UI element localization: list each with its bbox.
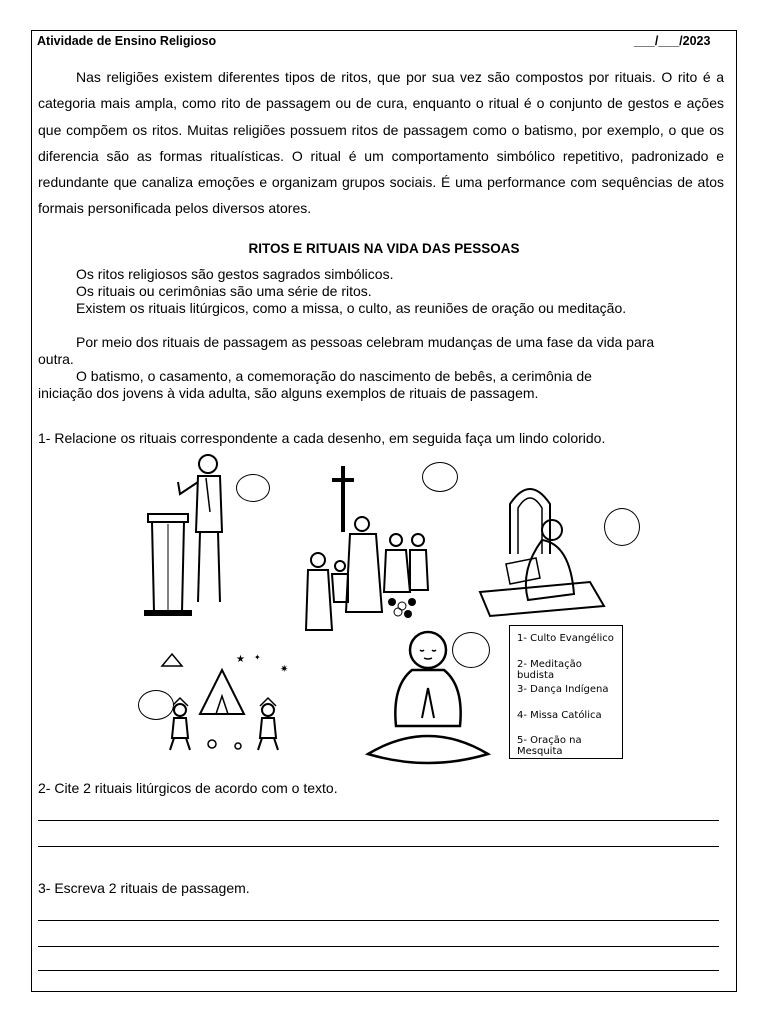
section-title: RITOS E RITUAIS NA VIDA DAS PESSOAS <box>248 241 520 256</box>
svg-text:✷: ✷ <box>280 664 289 675</box>
answer-bubble-1[interactable] <box>236 474 270 502</box>
answer-line-q3-3[interactable] <box>38 970 719 971</box>
legend-item-3: 3- Dança Indígena <box>517 684 609 695</box>
question-3: 3- Escreva 2 rituais de passagem. <box>38 880 250 896</box>
legend-box <box>509 625 623 759</box>
answer-bubble-5[interactable] <box>452 632 490 668</box>
legend-item-2: 2- Meditação budista <box>517 659 582 681</box>
paragraph-exemplos: O batismo, o casamento, a comemoração do nascimento de bebês, a cerimônia de iniciação dos jovens à vida adulta, são alguns exemplos de rituais de passagem. <box>38 368 592 401</box>
answer-line-q2-1[interactable] <box>38 820 719 821</box>
paragraph-passagem: Por meio dos rituais de passagem as pessoas celebram mudanças de uma fase da vida para outra. <box>38 334 655 367</box>
answer-line-q3-1[interactable] <box>38 920 719 921</box>
question-1: 1- Relacione os rituais correspondente a cada desenho, em seguida faça um lindo colorido. <box>38 430 606 446</box>
question-2: 2- Cite 2 rituais litúrgicos de acordo com o texto. <box>38 780 338 796</box>
intro-paragraph: Nas religiões existem diferentes tipos de ritos, que por sua vez são compostos por rituais. O rito é a categoria mais ampla, como rito de passagem ou de cura, enquanto o ritual é o conjunto de gestos e ações que compõem os ritos. Muitas religiões possuem ritos de passagem como o batismo, por exemplo, o que os diferencia são as formas ritualísticas. O ritual é um comportamento simbólico repetitivo, padronizado e redundante que canaliza emoções e organizam grupos sociais. É uma performance com sequências de atos formais personificada pelos diversos atores. <box>38 69 724 217</box>
catholic-mass-illustration <box>300 462 440 640</box>
preacher-pulpit-illustration <box>140 452 240 617</box>
svg-text:★: ★ <box>236 654 245 665</box>
svg-text:✦: ✦ <box>254 653 261 662</box>
legend-item-5: 5- Oração na Mesquita <box>517 735 582 757</box>
paragraph-rituais: Os rituais ou cerimônias são uma série de ritos. <box>76 283 372 299</box>
paragraph-liturgicos: Existem os rituais litúrgicos, como a missa, o culto, as reuniões de oração ou meditação. <box>76 300 627 316</box>
activity-title: Atividade de Ensino Religioso <box>37 34 217 48</box>
paragraph-ritos: Os ritos religiosos são gestos sagrados simbólicos. <box>76 266 394 282</box>
answer-bubble-3[interactable] <box>604 508 640 546</box>
date-field[interactable]: ___/___/2023 <box>634 34 711 48</box>
legend-item-1: 1- Culto Evangélico <box>517 633 614 644</box>
answer-bubble-4[interactable] <box>138 690 174 720</box>
mosque-prayer-illustration <box>470 474 610 620</box>
legend-item-4: 4- Missa Católica <box>517 710 602 721</box>
answer-bubble-2[interactable] <box>422 462 458 492</box>
answer-line-q2-2[interactable] <box>38 846 719 847</box>
answer-line-q3-2[interactable] <box>38 946 719 947</box>
